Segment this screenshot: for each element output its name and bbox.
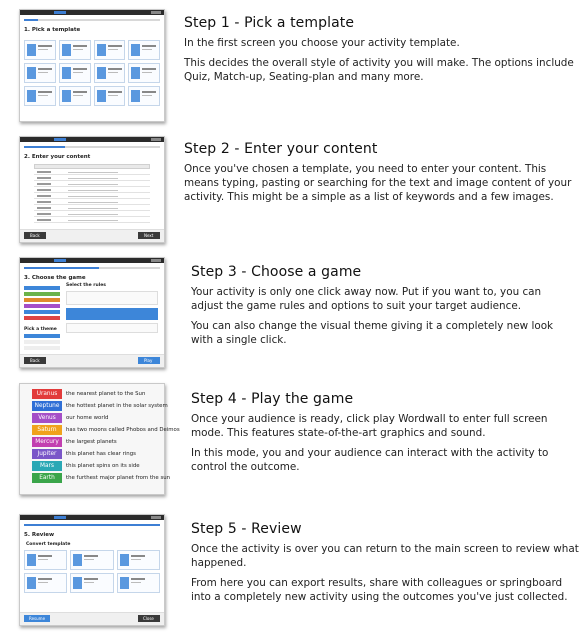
thumb-heading: 5. Review: [24, 532, 55, 538]
close-button[interactable]: [138, 615, 160, 622]
step-paragraph: From here you can export results, share with colleagues or springboard into a completely new activity using the outcomes you've just collected.: [191, 577, 568, 603]
planet-tag[interactable]: Jupiter: [32, 449, 62, 459]
play-button[interactable]: [138, 357, 160, 364]
step-4-screenshot: [19, 383, 180, 495]
table-row[interactable]: [34, 218, 150, 223]
play-label: Play: [144, 358, 153, 363]
theme-option[interactable]: [24, 334, 60, 338]
close-label: Close: [143, 616, 154, 621]
next-label: Next: [144, 233, 154, 238]
template-tile[interactable]: [94, 63, 126, 83]
step-title: Step 1 - Pick a template: [184, 15, 355, 31]
template-tile[interactable]: [94, 86, 126, 106]
planet-tag[interactable]: Saturn: [32, 425, 62, 435]
step-5-screenshot: [19, 514, 165, 626]
progress-track: [24, 19, 160, 21]
selected-rule[interactable]: [66, 308, 158, 320]
step-title: Step 4 - Play the game: [191, 391, 354, 407]
progress-track: [24, 267, 160, 269]
template-tile[interactable]: [24, 63, 56, 83]
planet-tag[interactable]: Venus: [32, 413, 62, 423]
resume-button[interactable]: [24, 615, 50, 622]
template-grid: [24, 40, 160, 106]
progress-track: [24, 524, 160, 526]
table-row[interactable]: [34, 200, 150, 205]
back-label: Back: [30, 358, 40, 363]
template-tile[interactable]: [128, 40, 160, 60]
step-3-text: [191, 264, 576, 353]
planet-description: this planet spins on its side: [66, 463, 140, 469]
review-tile[interactable]: [70, 550, 113, 570]
step-paragraph: Once you've chosen a template, you need to enter your content. This means typing, pasting or searching for the text and image content of your activity. This might be a simple as a list of keywords and a few images.: [184, 163, 572, 203]
game-row[interactable]: [32, 401, 168, 411]
template-tile[interactable]: [59, 63, 91, 83]
template-tile[interactable]: [59, 40, 91, 60]
planet-tag[interactable]: Neptune: [32, 401, 62, 411]
step-1-screenshot: [19, 9, 165, 122]
step-title: Step 2 - Enter your content: [184, 141, 378, 157]
planet-tag[interactable]: Earth: [32, 473, 62, 483]
review-tile[interactable]: [24, 550, 67, 570]
game-row[interactable]: [32, 461, 158, 471]
template-tile[interactable]: [24, 86, 56, 106]
template-tile[interactable]: [24, 40, 56, 60]
next-button[interactable]: [138, 232, 160, 239]
back-label: Back: [30, 233, 40, 238]
game-row[interactable]: [32, 425, 180, 435]
step-title: Step 5 - Review: [191, 521, 302, 537]
theme-option[interactable]: [24, 340, 60, 344]
app-toolbar: [20, 258, 164, 263]
step-2-screenshot: [19, 136, 165, 243]
rules-heading: Select the rules: [66, 283, 106, 288]
game-row[interactable]: [32, 413, 158, 423]
planet-description: the hottest planet in the solar system: [66, 403, 168, 409]
theme-heading: Pick a theme: [24, 327, 57, 332]
planet-tag[interactable]: Mercury: [32, 437, 62, 447]
review-tile[interactable]: [70, 573, 113, 593]
thumb-footer: [20, 229, 164, 242]
thumb-footer: [20, 354, 164, 367]
review-tile[interactable]: [24, 573, 67, 593]
step-paragraph: Once the activity is over you can return to the main screen to review what happened.: [191, 543, 579, 569]
table-row[interactable]: [34, 182, 150, 187]
step-5-text: [191, 521, 579, 610]
review-tile[interactable]: [117, 550, 160, 570]
planet-description: this planet has clear rings: [66, 451, 136, 457]
step-title: Step 3 - Choose a game: [191, 264, 362, 280]
template-tile[interactable]: [94, 40, 126, 60]
table-row[interactable]: [34, 176, 150, 181]
review-tile[interactable]: [117, 573, 160, 593]
game-list: [24, 286, 60, 324]
theme-option[interactable]: [24, 346, 60, 350]
step-3-screenshot: [19, 257, 165, 368]
game-row[interactable]: [32, 449, 158, 459]
table-header: [34, 164, 150, 169]
step-2-text: [184, 141, 576, 210]
planet-description: has two moons called Phobos and Deimos: [66, 427, 180, 433]
thumb-heading: 1. Pick a template: [24, 27, 81, 33]
table-row[interactable]: [34, 170, 150, 175]
template-tile[interactable]: [128, 63, 160, 83]
back-button[interactable]: [24, 232, 46, 239]
step-paragraph: In the first screen you choose your activity template.: [184, 37, 460, 49]
planet-description: the nearest planet to the Sun: [66, 391, 146, 397]
thumb-heading: 2. Enter your content: [24, 154, 91, 160]
back-button[interactable]: [24, 357, 46, 364]
game-row[interactable]: [32, 389, 158, 399]
template-tile[interactable]: [128, 86, 160, 106]
app-toolbar: [20, 515, 164, 520]
thumb-footer: [20, 612, 164, 625]
game-row[interactable]: [32, 473, 171, 483]
planet-tag[interactable]: Mars: [32, 461, 62, 471]
table-row[interactable]: [34, 212, 150, 217]
progress-track: [24, 146, 160, 148]
game-row[interactable]: [32, 437, 158, 447]
app-toolbar: [20, 137, 164, 142]
step-1-text: [184, 15, 576, 90]
table-row[interactable]: [34, 206, 150, 211]
step-paragraph: You can also change the visual theme giving it a completely new look with a single click.: [191, 320, 554, 346]
resume-label: Resume: [29, 616, 46, 621]
step-paragraph: In this mode, you and your audience can interact with the activity to control the outcome.: [191, 447, 549, 473]
step-paragraph: Once your audience is ready, click play Wordwall to enter full screen mode. This features state-of-the-art graphics and sound.: [191, 413, 548, 439]
step-paragraph: This decides the overall style of activity you will make. The options include Quiz, Match-up, Seating-plan and many more.: [184, 57, 574, 83]
step-4-text: [191, 391, 576, 480]
step-paragraph: Your activity is only one click away now. Put if you want to, you can adjust the game rules and options to suit your target audience.: [191, 286, 542, 312]
template-tile[interactable]: [59, 86, 91, 106]
review-subheading: Convert template: [26, 542, 71, 547]
planet-description: the furthest major planet from the sun: [66, 475, 171, 481]
review-grid: [24, 550, 160, 593]
table-row[interactable]: [34, 194, 150, 199]
thumb-heading: 3. Choose the game: [24, 275, 86, 281]
rules-box: [66, 323, 158, 333]
planet-description: the largest planets: [66, 439, 117, 445]
planet-description: our home world: [66, 415, 109, 421]
planet-tag[interactable]: Uranus: [32, 389, 62, 399]
app-toolbar: [20, 10, 164, 15]
rules-box: [66, 291, 158, 305]
table-row[interactable]: [34, 188, 150, 193]
